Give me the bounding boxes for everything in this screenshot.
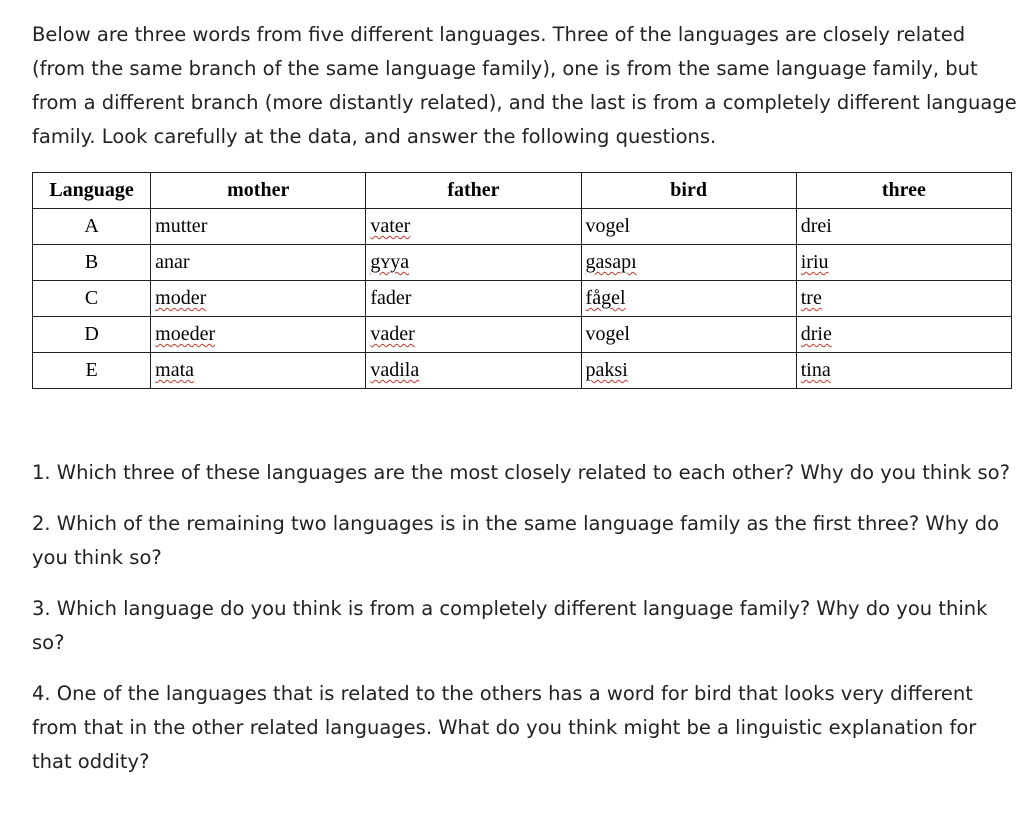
- cell-father: vadila: [366, 353, 581, 389]
- intro-line: Below are three words from five different languages. Three of the languages are closely related: [32, 23, 966, 46]
- cell-father: vader: [366, 317, 581, 353]
- cell-bird: paksi: [581, 353, 796, 389]
- cell-language: A: [33, 209, 151, 245]
- header-mother: mother: [151, 173, 366, 209]
- table-row: [33, 209, 1012, 245]
- cell-language: D: [33, 317, 151, 353]
- cell-mother: moder: [151, 281, 366, 317]
- cell-three: drie: [796, 317, 1011, 353]
- cell-father: fader: [366, 281, 581, 317]
- intro-line: (from the same branch of the same language family), one is from the same language family, but: [32, 57, 978, 80]
- intro-line: from a different branch (more distantly related), and the last is from a completely different language: [32, 91, 1017, 114]
- cell-mother: moeder: [151, 317, 366, 353]
- intro-line: family. Look carefully at the data, and answer the following questions.: [32, 125, 717, 148]
- language-table: [32, 172, 1012, 389]
- cell-mother: anar: [151, 245, 366, 281]
- cell-bird: vogel: [581, 209, 796, 245]
- question-1: 1. Which three of these languages are the most closely related to each other? Why do you think so?: [32, 461, 1010, 484]
- table-row: [33, 353, 1012, 389]
- cell-three: drei: [796, 209, 1011, 245]
- question-2: 2. Which of the remaining two languages is in the same language family as the first three? Why do you think so?: [32, 512, 1000, 569]
- table-header-row: [33, 173, 1012, 209]
- cell-mother: mata: [151, 353, 366, 389]
- cell-three: tre: [796, 281, 1011, 317]
- cell-bird: fågel: [581, 281, 796, 317]
- cell-mother: mutter: [151, 209, 366, 245]
- cell-three: tina: [796, 353, 1011, 389]
- header-three: three: [796, 173, 1011, 209]
- cell-father: vater: [366, 209, 581, 245]
- header-father: father: [366, 173, 581, 209]
- cell-bird: vogel: [581, 317, 796, 353]
- cell-three: iriu: [796, 245, 1011, 281]
- table-row: [33, 281, 1012, 317]
- cell-bird: gasapı: [581, 245, 796, 281]
- table-row: [33, 245, 1012, 281]
- cell-language: C: [33, 281, 151, 317]
- cell-language: E: [33, 353, 151, 389]
- cell-father: gʏya: [366, 245, 581, 281]
- question-4: 4. One of the languages that is related to the others has a word for bird that looks very different from that in the other related languages. What do you think might be a linguistic explanation for that oddity?: [32, 682, 977, 773]
- question-3: 3. Which language do you think is from a completely different language family? Why do you think so?: [32, 597, 988, 654]
- cell-language: B: [33, 245, 151, 281]
- header-language: Language: [33, 173, 151, 209]
- table-row: [33, 317, 1012, 353]
- questions-list: [32, 456, 1017, 796]
- intro-paragraph: [32, 18, 1022, 154]
- header-bird: bird: [581, 173, 796, 209]
